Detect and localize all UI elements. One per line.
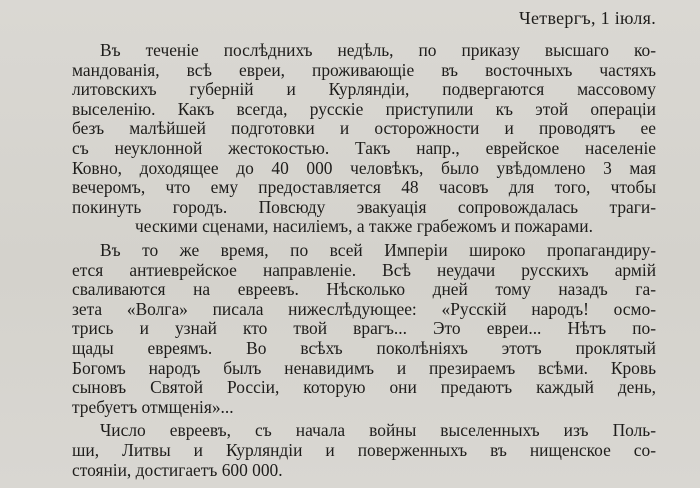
text-line: трись и узнай кто твой врагъ... Это евреи... Нѣтъ по- [72,318,656,338]
text-line: съ неуклонной жестокостью. Такъ напр., еврейское населеніе [72,138,656,158]
text-line: щады евреямъ. Во всѣхъ поколѣніяхъ этотъ проклятый [72,338,656,358]
text-line: Число евреевъ, съ начала войны выселенныхъ изъ Поль- [100,420,656,440]
date-header: Четвергъ, 1 іюля. [519,8,656,28]
text-line: Въ теченіе послѣднихъ недѣль, по приказу высшаго ко- [100,40,656,60]
document-page [72,0,656,488]
text-line: сваливаются на евреевъ. Нѣсколько дней тому назадъ га- [72,279,656,299]
text-line: покинуть городъ. Повсюду эвакуація сопровождалась траги- [72,197,656,217]
text-line: стояніи, достигаетъ 600 000. [72,460,283,480]
text-line: вечеромъ, что ему предоставляется 48 часовъ для того, чтобы [72,177,656,197]
text-line: Богомъ народъ былъ ненавидимъ и презираемъ всѣми. Кровь [72,358,656,378]
text-line: выселенію. Какъ всегда, русскіе приступили къ этой операціи [72,99,656,119]
text-line: мандованія, всѣ евреи, проживающіе въ восточныхъ частяхъ [72,60,656,80]
text-line: Ковно, доходящее до 40 000 человѣкъ, было увѣдомлено 3 мая [72,158,656,178]
text-line: зета «Волга» писала нижеслѣдующее: «Русскій народъ! осмо- [72,299,656,319]
text-line: сыновъ Святой Россіи, которую они предаютъ каждый день, [72,377,656,397]
text-line: ется антиеврейское направленіе. Всѣ неудачи русскихъ армій [72,260,656,280]
text-line: требуетъ отмщенія»... [72,397,234,417]
text-line: литовскихъ губерній и Курляндіи, подвергаются массовому [72,79,656,99]
text-line: Въ то же время, по всей Имперіи широко пропагандиру- [100,240,656,260]
text-line: ческими сценами, насиліемъ, а также грабежомъ и пожарами. [135,216,593,236]
text-line: ши, Литвы и Курляндіи и поверженныхъ въ нищенское со- [72,440,656,460]
text-line: безъ малѣйшей подготовки и осторожности и проводятъ ее [72,118,656,138]
